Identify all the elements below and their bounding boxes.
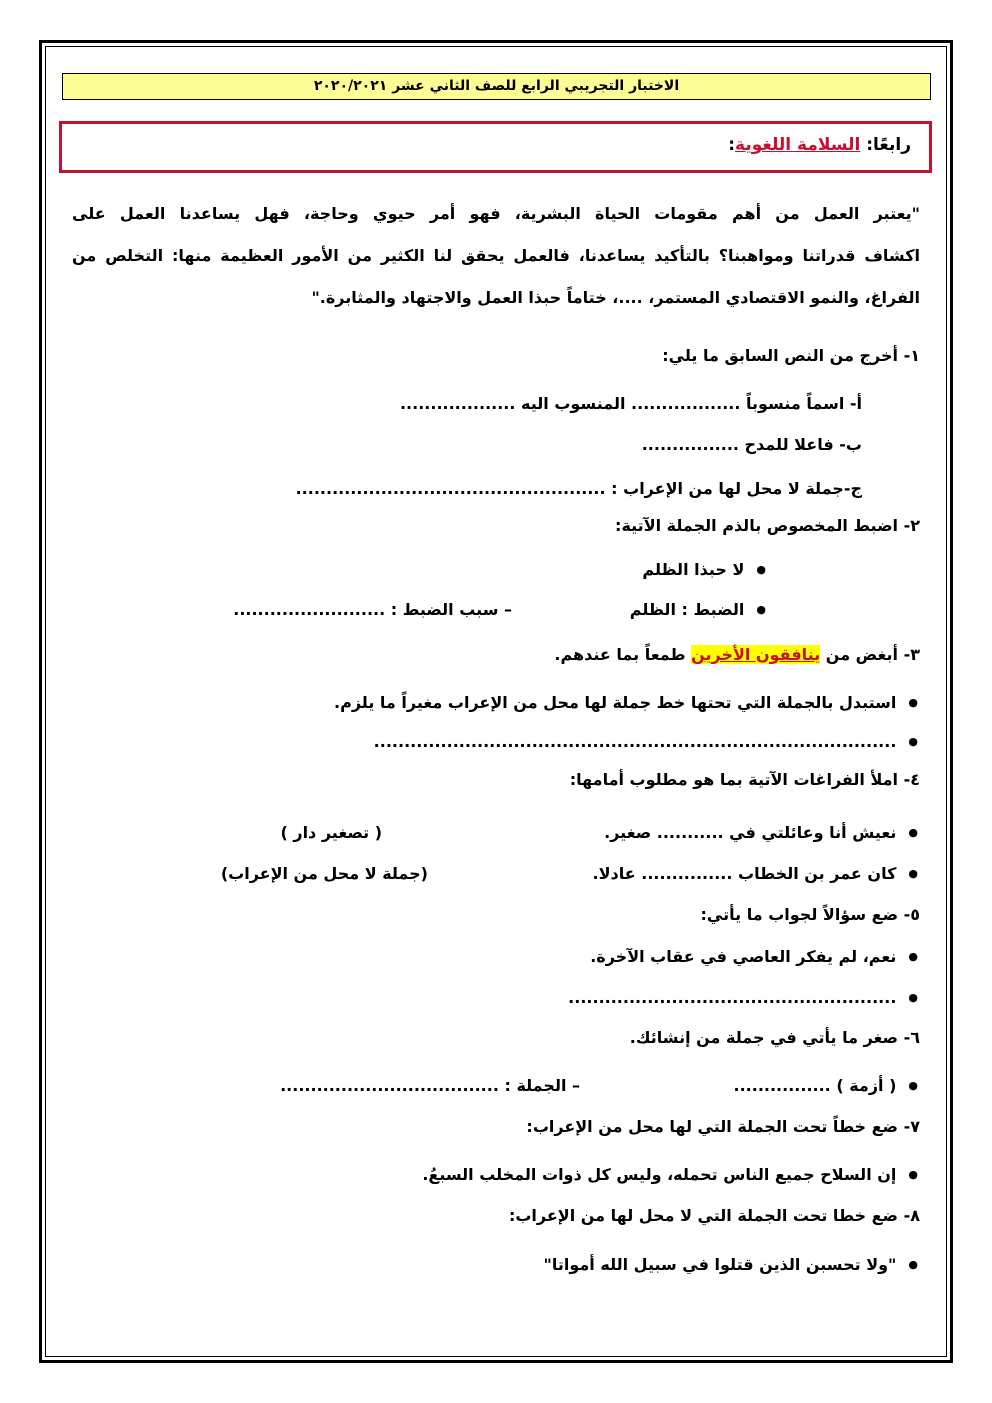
q4-bullet-1: ● نعيش أنا وعائلتي في ........... صغير. <box>604 823 918 842</box>
q7-bullet-1: ● إن السلاح جميع الناس تحمله، وليس كل ذوات المخلب السبعُ. <box>422 1165 918 1184</box>
q2-reason: – سبب الضبط : ......................... <box>233 600 512 619</box>
q3-highlighted-phrase: ينافقون الأخرين <box>691 645 821 664</box>
q4-bullet-2: ● كان عمر بن الخطاب ............... عادلا. <box>593 864 918 883</box>
q8-title: ٨- ضع خطا تحت الجملة التي لا محل لها من الإعراب: <box>508 1206 920 1225</box>
q2-title: ٢- اضبط المخصوص بالذم الجملة الآتية: <box>615 516 920 535</box>
q3-bullet-1: ● استبدل بالجملة التي تحتها خط جملة لها محل من الإعراب مغيراً ما يلزم. <box>334 693 918 712</box>
q3-suffix: طمعاً بما عندهم. <box>554 645 692 664</box>
section-heading-box <box>59 121 932 173</box>
q6-sentence: – الجملة : .................................... <box>280 1076 580 1095</box>
section-title <box>728 135 911 155</box>
q5-bullet-2: ● ...................................................... <box>568 988 918 1007</box>
passage-line-2: اكشاف قدراتنا ومواهبنا؟ بالتأكيد يساعدنا، فالعمل يحقق لنا الكثير من الأمور العظيمة منها: التخلص من <box>72 246 920 265</box>
q5-bullet-1: ● نعم، لم يفكر العاصي في عقاب الآخرة. <box>590 947 918 966</box>
q4-hint-1: ( تصغير دار ) <box>280 823 382 842</box>
q2-bullet-1: ● لا حبذا الظلم <box>642 560 766 579</box>
section-name: السلامة اللغوية <box>735 135 861 155</box>
q4-hint-2: (جملة لا محل من الإعراب) <box>220 864 428 883</box>
section-prefix: رابعًا <box>873 135 911 155</box>
q3-title <box>554 645 920 664</box>
q4-title: ٤- املأ الفراغات الآتية بما هو مطلوب أمامها: <box>569 770 920 789</box>
q1-item-b: ب- فاعلا للمدح ................ <box>641 435 862 454</box>
q6-bullet-1: ● ( أزمة ) ................ <box>734 1076 919 1095</box>
q3-prefix: ٣- أبغض من <box>820 645 920 664</box>
q1-title: ١- أخرج من النص السابق ما يلي: <box>662 346 920 365</box>
passage-line-1: "يعتبر العمل من أهم مقومات الحياة البشرية، فهو أمر حيوي وحاجة، فهل يساعدنا العمل على <box>72 204 920 223</box>
passage-line-3: الفراغ، والنمو الاقتصادي المستمر، ....، ختاماً حبذا العمل والاجتهاد والمثابرة." <box>311 288 920 307</box>
exam-header <box>62 73 931 100</box>
q1-item-c: ج-جملة لا محل لها من الإعراب : ................................................... <box>295 479 862 498</box>
q7-title: ٧- ضع خطاً تحت الجملة التي لها محل من الإعراب: <box>526 1117 920 1136</box>
q1-item-a: أ- اسماً منسوباً .................. المنسوب اليه ................... <box>399 394 862 413</box>
q5-title: ٥- ضع سؤالاً لجواب ما يأتي: <box>700 905 920 924</box>
q2-bullet-2: ● الضبط : الظلم <box>630 600 766 619</box>
q3-bullet-2: ● ...................................................................................... <box>374 732 918 751</box>
q8-bullet-1: ● "ولا تحسبن الذين قتلوا في سبيل الله أمواتا" <box>544 1255 918 1274</box>
exam-title: الاختبار التجريبي الرابع للصف الثاني عشر ٢٠٢٠/٢٠٢١ <box>313 78 680 94</box>
q6-title: ٦- صغر ما يأتي في جملة من إنشائك. <box>629 1028 920 1047</box>
section-separator: : <box>860 135 874 155</box>
section-suffix: : <box>728 135 736 155</box>
